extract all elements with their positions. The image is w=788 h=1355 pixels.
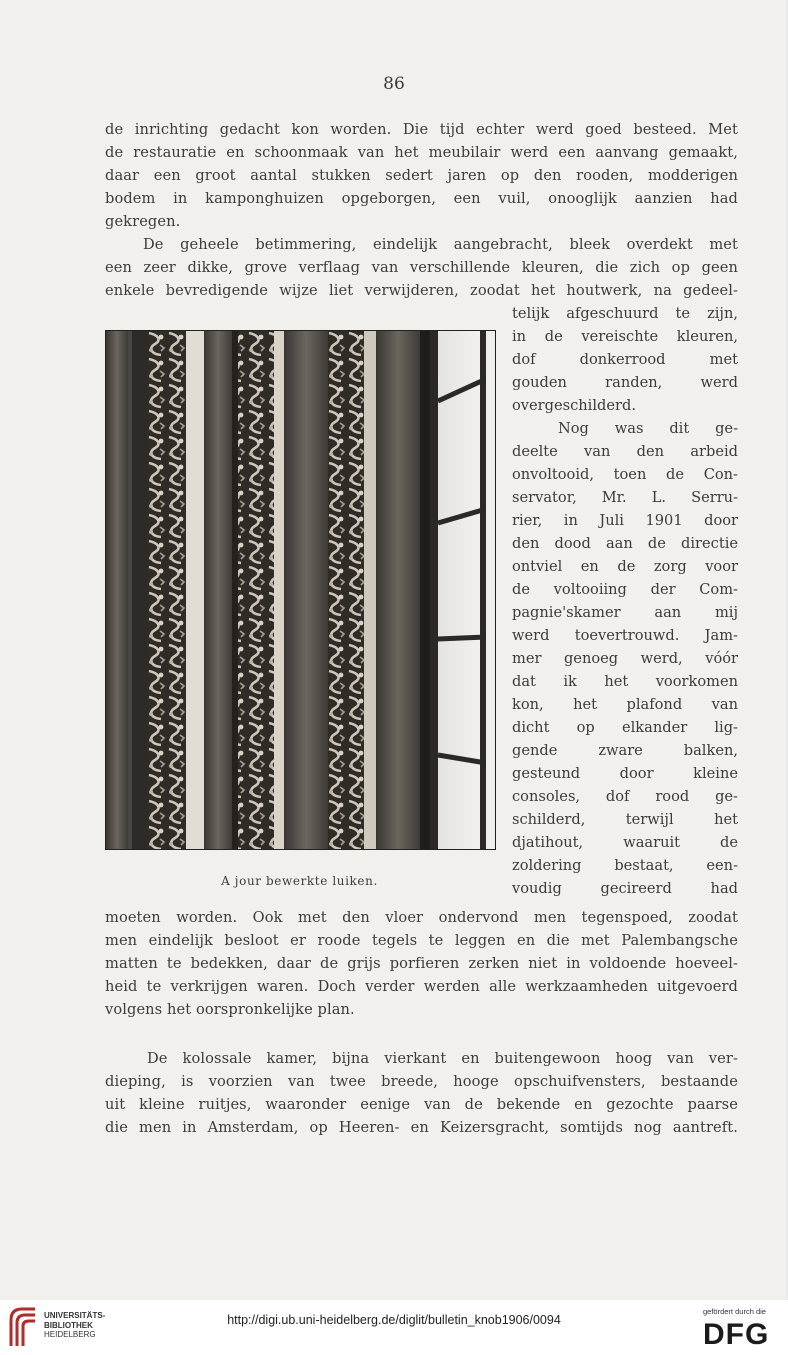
text-line: overgeschilderd. — [512, 397, 636, 414]
figure-caption: A jour bewerkte luiken. — [221, 874, 378, 888]
carved-shutters-photo — [105, 330, 496, 850]
source-url-link[interactable]: http://digi.ub.uni-heidelberg.de/diglit/bulletin_knob1906/0094 — [227, 1313, 561, 1327]
text-line: consoles, dof rood ge- — [512, 788, 738, 805]
text-line: de restauratie en schoonmaak van het meubilair werd een aanvang gemaakt, — [105, 144, 738, 161]
institution-line: HEIDELBERG — [44, 1330, 96, 1339]
text-line: een zeer dikke, grove verflaag van verschillende kleuren, die zich op geen — [105, 259, 738, 276]
text-line: telijk afgeschuurd te zijn, — [512, 305, 738, 322]
text-line: deelte van den arbeid — [512, 443, 738, 460]
text-line: heid te verkrijgen waren. Doch verder werden alle werkzaamheden uitgevoerd — [105, 978, 738, 995]
text-line: moeten worden. Ook met den vloer ondervond men tegenspoed, zoodat — [105, 909, 738, 926]
funding-note: gefördert durch die — [703, 1307, 766, 1316]
institution-line: UNIVERSITÄTS- — [44, 1311, 106, 1320]
text-line: dicht op elkander lig- — [512, 719, 738, 736]
text-line: djatihout, waaruit de — [512, 834, 738, 851]
text-line: De kolossale kamer, bijna vierkant en buitengewoon hoog van ver- — [147, 1050, 738, 1067]
text-line: bodem in kamponghuizen opgeborgen, een vuil, onooglijk aanzien had — [105, 190, 738, 207]
text-line: gouden randen, werd — [512, 374, 738, 391]
text-line: De geheele betimmering, eindelijk aangebracht, bleek overdekt met — [143, 236, 738, 253]
text-line: onvoltooid, toen de Con- — [512, 466, 738, 483]
text-line: dieping, is voorzien van twee breede, hooge opschuifvensters, bestaande — [105, 1073, 738, 1090]
paragraph-1 — [105, 118, 738, 233]
text-line: enkele bevredigende wijze liet verwijderen, zoodat het houtwerk, na gedeel- — [105, 282, 738, 299]
text-line: matten te bedekken, daar de grijs porfieren zerken niet in voldoende hoeveel- — [105, 955, 738, 972]
page-number: 86 — [383, 74, 405, 94]
text-line: mer genoeg werd, vóór — [512, 650, 738, 667]
text-line: gende zware balken, — [512, 742, 738, 759]
text-line: ontviel en de zorg voor — [512, 558, 738, 575]
text-line: die men in Amsterdam, op Heeren- en Keizersgracht, somtijds nog aantreft. — [105, 1119, 738, 1136]
dfg-logo: DFG — [703, 1318, 770, 1351]
text-line: servator, Mr. L. Serru- — [512, 489, 738, 506]
institution-line: BIBLIOTHEK — [44, 1320, 93, 1330]
text-line: volgens het oorspronkelijke plan. — [105, 1001, 355, 1018]
digitization-footer — [0, 1300, 788, 1355]
text-line: in de vereischte kleuren, — [512, 328, 738, 345]
text-line: dat ik het voorkomen — [512, 673, 738, 690]
text-line: gesteund door kleine — [512, 765, 738, 782]
text-line: uit kleine ruitjes, waaronder eenige van de bekende en gezochte paarse — [105, 1096, 738, 1113]
paragraph-2-start — [105, 233, 738, 302]
text-line: de voltooiing der Com- — [512, 581, 738, 598]
text-line: de inrichting gedacht kon worden. Die tijd echter werd goed besteed. Met — [105, 121, 738, 138]
text-line: dof donkerrood met — [512, 351, 738, 368]
text-line: werd toevertrouwd. Jam- — [512, 627, 738, 644]
shutters-illustration — [106, 331, 495, 849]
text-line: zoldering bestaat, een- — [512, 857, 738, 874]
paragraph-2-tail — [105, 906, 738, 1021]
narrow-column-text — [512, 302, 738, 900]
text-line: gekregen. — [105, 213, 181, 230]
text-line: pagnie'skamer aan mij — [512, 604, 738, 621]
text-line: men eindelijk besloot er roode tegels te leggen en die met Palembangsche — [105, 932, 738, 949]
text-line: voudig gecireerd had — [512, 880, 738, 897]
text-line: schilderd, terwijl het — [512, 811, 738, 828]
text-line: den dood aan de directie — [512, 535, 738, 552]
text-line: rier, in Juli 1901 door — [512, 512, 738, 529]
text-line: kon, het plafond van — [512, 696, 738, 713]
paragraph-3 — [105, 1047, 738, 1139]
text-line: Nog was dit ge- — [558, 420, 738, 437]
text-line: daar een groot aantal stukken sedert jaren op den rooden, modderigen — [105, 167, 738, 184]
